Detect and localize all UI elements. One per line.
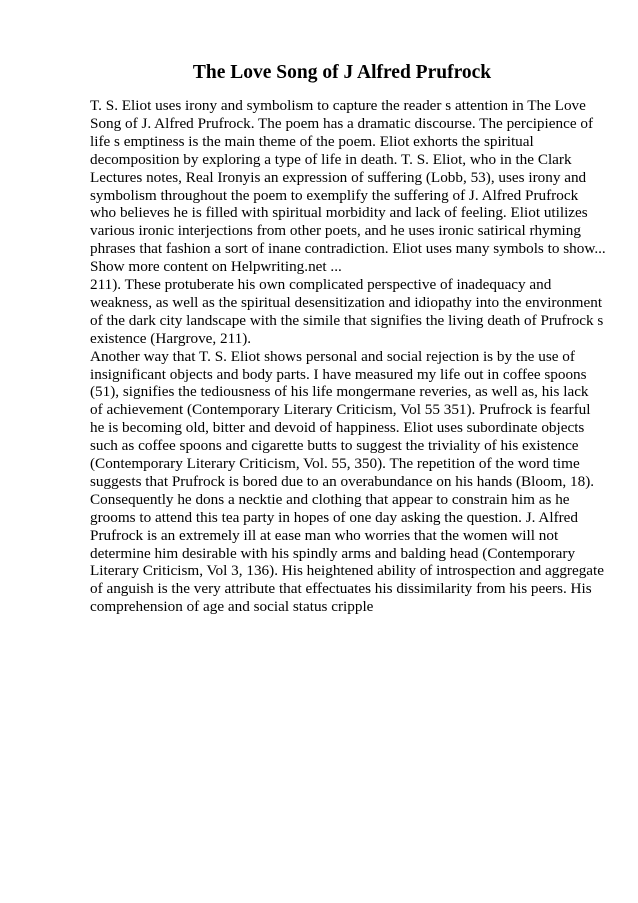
body-text-line: suggests that Prufrock is bored due to an overabundance on his hands (Bloom, 18). <box>90 472 595 490</box>
body-text-line: life s emptiness is the main theme of the poem. Eliot exhorts the spiritual <box>90 132 534 150</box>
body-text-line: T. S. Eliot uses irony and symbolism to capture the reader s attention in The Love <box>90 97 586 114</box>
body-text-line: such as coffee spoons and cigarette butts to suggest the triviality of his existence <box>90 437 579 455</box>
body-text-line: he is becoming old, bitter and devoid of happiness. Eliot uses subordinate objects <box>90 419 585 437</box>
body-text-line: Literary Criticism, Vol 3, 136). His heightened ability of introspection and aggregate <box>90 562 605 580</box>
body-text-line: of anguish is the very attribute that effectuates his dissimilarity from his peers. His <box>90 580 592 598</box>
body-text-line: who believes he is filled with spiritual morbidity and lack of feeling. Eliot utilizes <box>90 204 588 222</box>
body-text-line: comprehension of age and social status cripple <box>90 598 374 616</box>
body-text-line: 211). These protuberate his own complicated perspective of inadequacy and <box>90 276 552 293</box>
body-text-line: of achievement (Contemporary Literary Criticism, Vol 55 351). Prufrock is fearful <box>90 401 591 419</box>
body-text-line: determine him desirable with his spindly arms and balding head (Contemporary <box>90 544 576 562</box>
body-text-line: Prufrock is an extremely ill at ease man who worries that the women will not <box>90 526 559 544</box>
body-text-line: of the dark city landscape with the simile that signifies the living death of Prufrock s <box>90 311 604 329</box>
body-text-line: Another way that T. S. Eliot shows personal and social rejection is by the use of <box>90 347 575 365</box>
body-text-line: decomposition by exploring a type of life in death. T. S. Eliot, who in the Clark <box>90 150 572 168</box>
body-text-line: (Contemporary Literary Criticism, Vol. 55, 350). The repetition of the word time <box>90 455 580 472</box>
body-text-line: Show more content on Helpwriting.net ... <box>90 258 342 276</box>
body-text-line: grooms to attend this tea party in hopes of one day asking the question. J. Alfred <box>90 508 579 526</box>
document-title: The Love Song of J Alfred Prufrock <box>192 62 492 83</box>
body-text-line: symbolism throughout the poem to exemplify the suffering of J. Alfred Prufrock <box>90 186 579 204</box>
body-text-line: (51), signifies the tediousness of his life mongermane reveries, as well as, his lack <box>90 383 589 401</box>
body-text-line: Song of J. Alfred Prufrock. The poem has a dramatic discourse. The percipience of <box>90 114 594 132</box>
body-text-line: phrases that fashion a sort of inane contradiction. Eliot uses many symbols to show... <box>90 240 606 258</box>
body-text-line: various ironic interjections from other poets, and he uses ironic satirical rhyming <box>90 222 581 240</box>
body-text-line: Consequently he dons a necktie and clothing that appear to constrain him as he <box>90 490 570 508</box>
body-text-line: insignificant objects and body parts. I have measured my life out in coffee spoons <box>90 365 587 383</box>
body-text-line: weakness, as well as the spiritual desensitization and idiopathy into the environment <box>90 293 603 311</box>
body-text-line: Lectures notes, Real Ironyis an expression of suffering (Lobb, 53), uses irony and <box>90 168 587 186</box>
body-text-line: existence (Hargrove, 211). <box>90 329 252 347</box>
